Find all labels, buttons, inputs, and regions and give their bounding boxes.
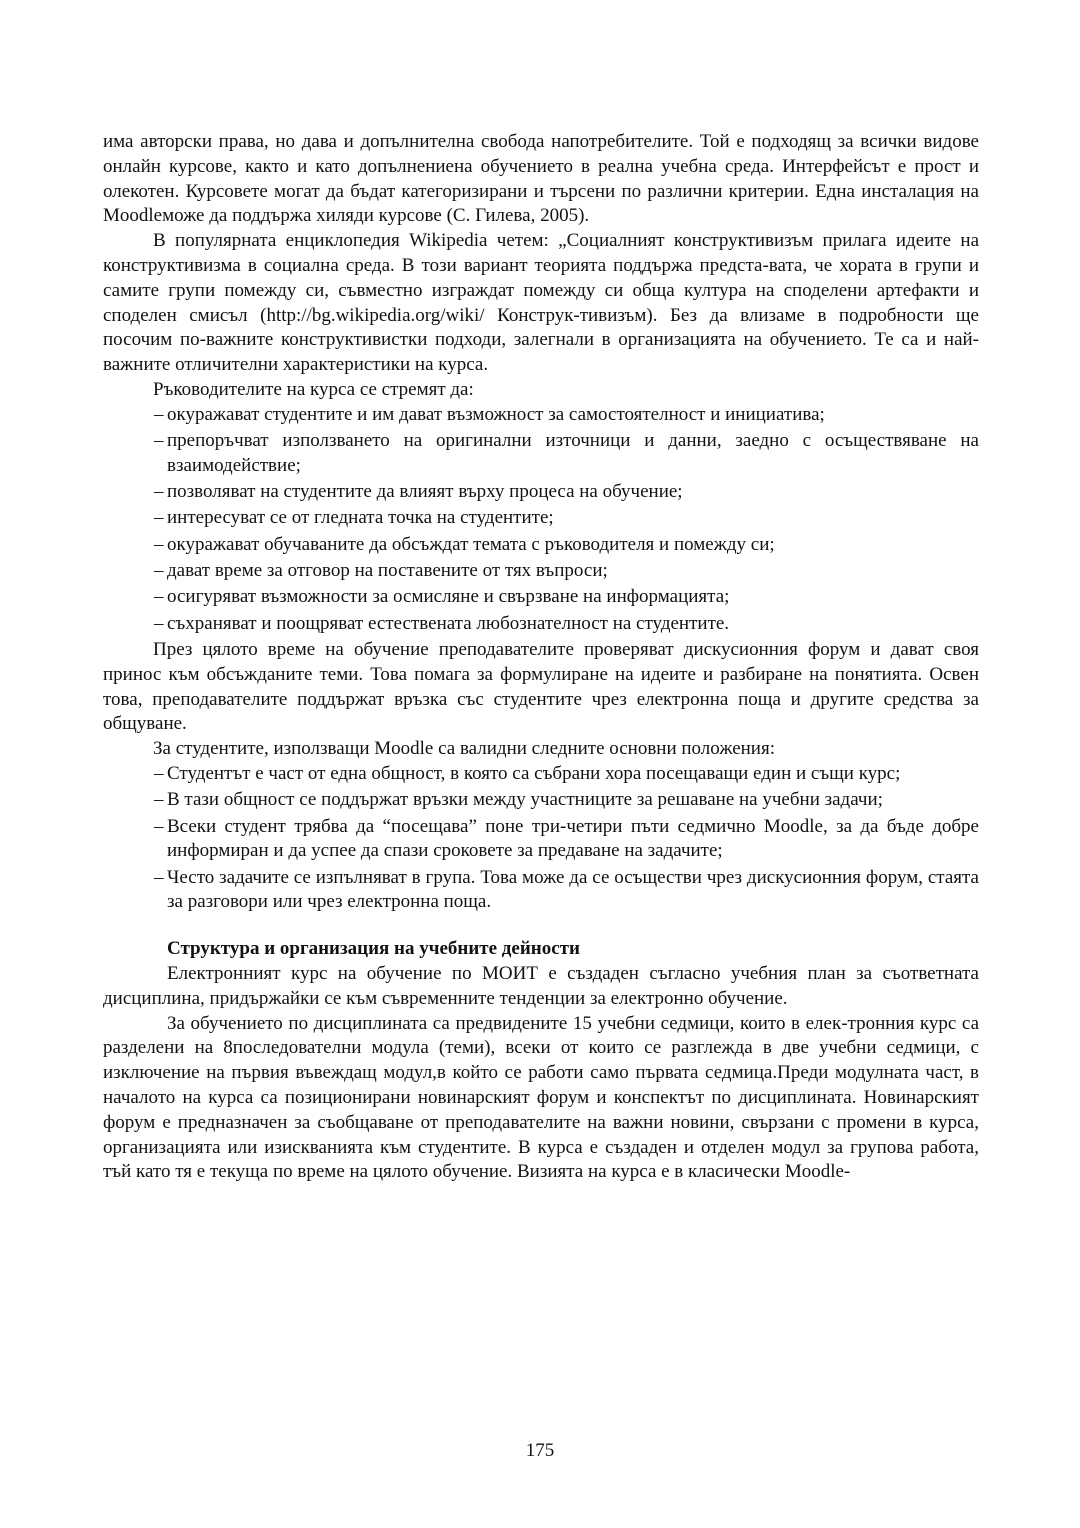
list-course-leaders: [103, 403, 979, 637]
paragraph: Електронният курс на обучение по МОИТ е създаден съгласно учебния план за съответната дисциплина, придържайки се към съвременните тенденции за електронно обучение.: [103, 963, 979, 1009]
paragraph: В популярната енциклопедия Wikipedia четем: „Социалният конструктивизъм прилага идеите на конструктивизма в социална среда. В този вариант теорията поддържа предста-вата, че хората в групи и самите групи помежду си, съвместно изграждат помежду си обща култура на споделени артефакти и споделен смисъл (http://bg.wikipedia.org/wiki/ Конструк-тивизъм). Без да влизаме в подробности ще посочим по-важните конструктивистки подходи, залегнали в организацията на обучението. Те са и най-важните отличителни характеристики на курса.: [103, 230, 979, 376]
paragraph: има авторски права, но дава и допълнителна свобода напотребителите. Той е подходящ за всички видове онлайн курсове, както и като допълнениена обучението в реална учебна среда. Интерфейсът е прост и олекотен. Курсовете могат да бъдат категоризирани и търсени по различни критерии. Една инсталация на Moodleможе да поддържа хиляди курсове (С. Гилева, 2005).: [103, 131, 979, 227]
list-item: – Често задачите се изпълняват в група. Това може да се осъществи чрез дискусионния форум, стаята за разговори или чрез електронна поща.: [103, 866, 979, 916]
page-number: 175: [525, 1440, 555, 1461]
page-content: [103, 130, 979, 1185]
list-item: – интересуват се от гледната точка на студентите;: [103, 506, 979, 531]
list-item: – окуражават обучаваните да обсъждат темата с ръководителя и помежду си;: [103, 533, 979, 558]
list-item: – окуражават студентите и им дават възможност за самостоятелност и инициатива;: [103, 403, 979, 428]
paragraph: За студентите, използващи Moodle са валидни следните основни положения:: [153, 738, 775, 760]
list-item: – препоръчват използването на оригинални източници и данни, заедно с осъществяване на взаимодействие;: [103, 429, 979, 479]
list-item: – дават време за отговор на поставените от тях въпроси;: [103, 559, 979, 584]
paragraph: През цялото време на обучение преподавателите проверяват дискусионния форум и дават своя принос към обсъжданите теми. Това помага за формулиране на идеите и разбиране на понятията. Освен това, преподавателите поддържат връзка със студентите чрез електронна поща и другите средства за общуване.: [103, 638, 979, 735]
list-student-rules: [103, 762, 979, 915]
list-item: – В тази общност се поддържат връзки между участниците за решаване на учебни задачи;: [103, 788, 979, 813]
list-item: – позволяват на студентите да влияят върху процеса на обучение;: [103, 480, 979, 505]
list-item: – съхраняват и поощряват естествената любознателност на студентите.: [103, 612, 979, 637]
section-heading: Структура и организация на учебните дейности: [167, 938, 580, 960]
list-item: – Всеки студент трябва да “посещава” поне три-четири пъти седмично Moodle, за да бъде добре информиран и да успее да спази сроковете за предаване на задачите;: [103, 815, 979, 865]
list-item: – осигуряват възможности за осмисляне и свързване на информацията;: [103, 585, 979, 610]
paragraph: За обучението по дисциплината са предвидените 15 учебни седмици, които в елек-тронния курс са разделени на 8последователни модула (теми), всеки от които се разглежда в две учебни седмици, с изключение на първия въвеждащ модул,в който се работи само първата седмица.Преди модулната част, в началото на курса са позиционирани новинарският форум и конспектът по дисциплината. Новинарският форум е предназначен за съобщаване от преподавателите на важни новини, свързани с промени в курса, организацията или изискванията към студентите. В курса е създаден и отделен модул за групова работа, тъй като тя е текуща по време на цялото обучение. Визията на курса е в класически Moodle-: [103, 1012, 979, 1183]
paragraph: Ръководителите на курса се стремят да:: [153, 378, 474, 400]
list-item: – Студентът е част от една общност, в която са събрани хора посещаващи един и същи курс;: [103, 762, 979, 787]
